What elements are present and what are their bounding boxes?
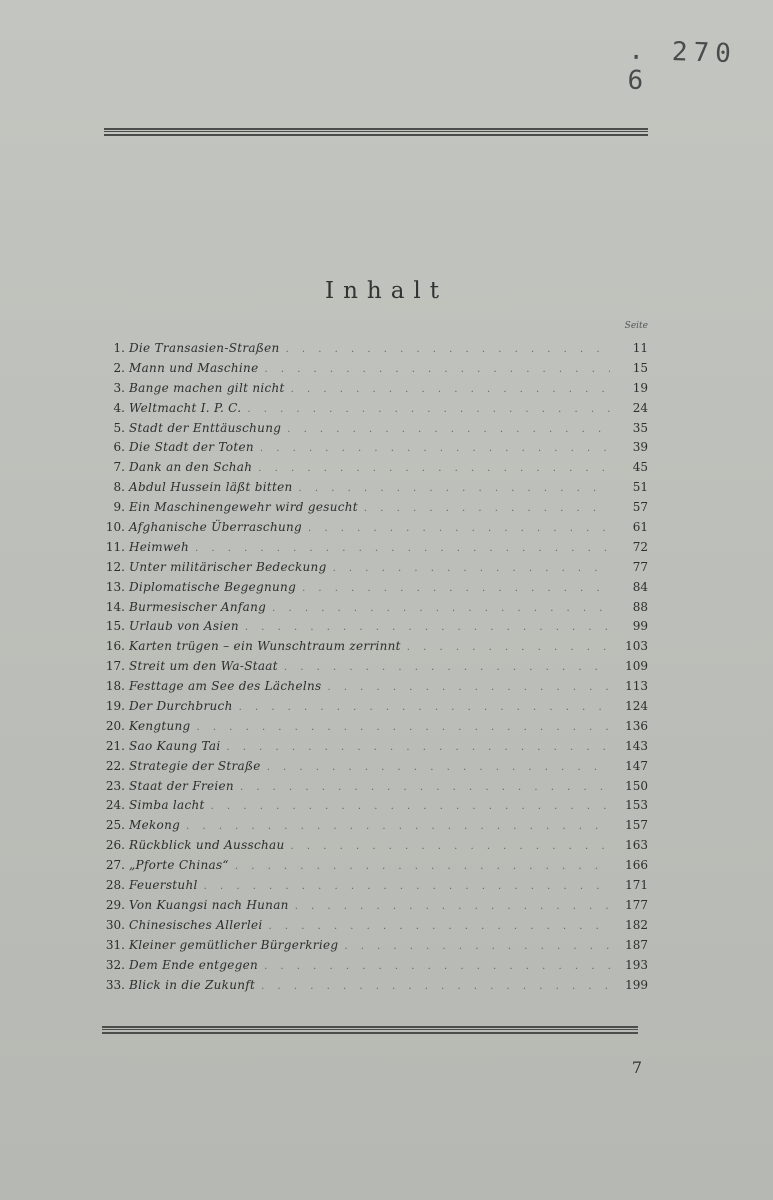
toc-entry-title: Kengtung	[129, 718, 191, 733]
dot-leader	[267, 758, 610, 778]
toc-entry-title: Chinesisches Allerlei	[129, 917, 263, 932]
toc-entry	[100, 617, 648, 637]
dot-leader	[211, 797, 610, 817]
toc-entry	[100, 657, 648, 677]
toc-entry	[100, 856, 648, 876]
toc-entry-title: Mekong	[129, 818, 181, 833]
dot-leader	[286, 340, 610, 360]
toc-entry	[100, 518, 648, 538]
toc-entry-title: Blick in die Zukunft	[129, 977, 256, 992]
toc-entry	[100, 478, 648, 498]
toc-entry-number: 5.	[113, 420, 125, 435]
toc-entry-page: 113	[625, 679, 648, 694]
toc-entry-number: 2.	[113, 360, 125, 375]
toc-entry-page: 15	[632, 360, 648, 375]
toc-entry-number: 6.	[113, 440, 125, 455]
dot-leader	[261, 977, 610, 997]
toc-entry-title: Die Transasien-Straßen	[129, 341, 280, 355]
toc-entry-title: Burmesischer Anfang	[129, 599, 267, 614]
dot-leader	[186, 817, 610, 837]
toc-entry-page: 35	[632, 420, 648, 435]
toc-entry-number: 4.	[113, 400, 125, 415]
dot-leader	[333, 559, 610, 579]
toc-entry-number: 14.	[105, 599, 125, 614]
dot-leader	[284, 658, 610, 678]
toc-entry-page: 136	[625, 718, 648, 733]
toc-entry-page: 84	[632, 579, 648, 594]
toc-entry-number: 16.	[105, 639, 125, 654]
dot-leader	[226, 738, 610, 758]
toc-entry-number: 26.	[105, 838, 125, 853]
dot-leader	[260, 439, 610, 459]
toc-entry-title: Der Durchbruch	[129, 699, 233, 714]
dot-leader	[204, 877, 610, 897]
catalog-stamp: . 270 6	[626, 35, 738, 97]
toc-entry-number: 17.	[105, 659, 125, 674]
toc-entry	[100, 836, 648, 856]
toc-entry-page: 193	[625, 957, 648, 972]
dot-leader	[364, 499, 610, 519]
dot-leader	[264, 360, 610, 380]
toc-entry-number: 21.	[105, 738, 125, 753]
toc-entry-number: 28.	[105, 878, 125, 893]
toc-entry-page: 157	[625, 818, 648, 833]
toc-entry-title: Festtage am See des Lächelns	[129, 679, 322, 694]
toc-entry	[100, 717, 648, 737]
toc-entry-page: 109	[625, 659, 648, 674]
dot-leader	[239, 698, 610, 718]
toc-entry-number: 13.	[105, 579, 125, 594]
toc-entry-title: Stadt der Enttäuschung	[129, 420, 282, 435]
dot-leader	[407, 638, 610, 658]
dot-leader	[308, 519, 610, 539]
toc-entry-page: 171	[625, 878, 648, 893]
toc-entry-number: 15.	[105, 619, 125, 634]
dot-leader	[327, 678, 610, 698]
toc-entry-number: 24.	[105, 798, 125, 813]
page-number: 7	[631, 1058, 642, 1077]
toc-entry	[100, 458, 648, 478]
toc-entry-title: Die Stadt der Toten	[129, 440, 254, 455]
toc-entry-number: 3.	[113, 380, 125, 395]
toc-entry	[100, 757, 648, 777]
toc-entry-number: 11.	[105, 539, 125, 554]
toc-entry	[100, 379, 648, 399]
toc-entry-page: 150	[625, 778, 648, 793]
dot-leader	[302, 579, 610, 599]
dot-leader	[269, 917, 610, 937]
toc-entry-number: 9.	[113, 500, 125, 515]
toc-entry-page: 177	[625, 897, 648, 912]
toc-entry-number: 30.	[105, 917, 125, 932]
dot-leader	[272, 599, 610, 619]
toc-entry-title: Urlaub von Asien	[129, 619, 239, 634]
toc-entry-page: 39	[632, 440, 648, 455]
toc-entry-number: 29.	[105, 897, 125, 912]
toc-entry-number: 10.	[105, 520, 125, 535]
dot-leader	[197, 718, 610, 738]
toc-entry-page: 99	[632, 619, 648, 634]
toc-entry-number: 8.	[113, 480, 125, 495]
toc-entry-title: Ein Maschinengewehr wird gesucht	[129, 500, 358, 515]
toc-entry-title: Von Kuangsi nach Hunan	[129, 897, 289, 912]
toc-entry	[100, 359, 648, 379]
dot-leader	[291, 837, 610, 857]
toc-entry-number: 31.	[105, 937, 125, 952]
toc-entry	[100, 936, 648, 956]
toc-entry-number: 19.	[105, 699, 125, 714]
toc-entry-number: 33.	[105, 977, 125, 992]
dot-leader	[240, 778, 610, 798]
toc-entry-page: 45	[632, 460, 648, 475]
toc-entry	[100, 876, 648, 896]
toc-entry	[100, 558, 648, 578]
toc-entry	[100, 538, 648, 558]
toc-entry-page: 11	[632, 341, 648, 355]
table-of-contents	[100, 339, 648, 995]
toc-entry-title: Afghanische Überraschung	[129, 520, 303, 535]
toc-entry-page: 77	[632, 559, 648, 574]
toc-entry-title: Heimweh	[129, 539, 189, 554]
toc-entry-number: 12.	[105, 559, 125, 574]
toc-entry-title: Streit um den Wa-Staat	[129, 659, 278, 674]
toc-entry-page: 199	[625, 977, 648, 992]
toc-entry-title: „Pforte Chinas“	[129, 858, 229, 873]
toc-entry	[100, 677, 648, 697]
toc-entry-title: Karten trügen – ein Wunschtraum zerrinnt	[129, 639, 401, 654]
dot-leader	[195, 539, 610, 559]
toc-entry-page: 163	[625, 838, 648, 853]
dot-leader	[344, 937, 610, 957]
toc-entry	[100, 578, 648, 598]
toc-entry	[100, 976, 648, 996]
toc-entry-title: Staat der Freien	[129, 778, 234, 793]
toc-entry	[100, 498, 648, 518]
toc-entry-title: Bange machen gilt nicht	[129, 380, 285, 395]
toc-entry	[100, 777, 648, 797]
page-title: Inhalt	[324, 278, 449, 304]
toc-entry	[100, 956, 648, 976]
toc-entry-title: Abdul Hussein läßt bitten	[129, 480, 293, 495]
toc-entry-title: Dank an den Schah	[129, 460, 253, 475]
toc-entry-title: Unter militärischer Bedeckung	[129, 559, 327, 574]
dot-leader	[235, 857, 610, 877]
toc-entry-title: Strategie der Straße	[129, 758, 261, 773]
toc-entry-title: Feuerstuhl	[129, 878, 198, 893]
toc-entry-number: 32.	[105, 957, 125, 972]
toc-entry-page: 166	[625, 858, 648, 873]
toc-entry-title: Rückblick und Ausschau	[129, 838, 285, 853]
dot-leader	[258, 459, 610, 479]
dot-leader	[299, 479, 610, 499]
dot-leader	[287, 420, 610, 440]
toc-entry-title: Weltmacht I. P. C.	[129, 400, 242, 415]
top-rule	[104, 128, 648, 136]
toc-entry	[100, 796, 648, 816]
toc-entry-number: 27.	[105, 858, 125, 873]
toc-entry	[100, 438, 648, 458]
toc-entry-page: 72	[632, 539, 648, 554]
toc-entry-title: Dem Ende entgegen	[129, 957, 259, 972]
toc-entry	[100, 697, 648, 717]
toc-entry-number: 25.	[105, 818, 125, 833]
dot-leader	[295, 897, 610, 917]
toc-entry-page: 147	[625, 758, 648, 773]
toc-entry-number: 20.	[105, 718, 125, 733]
toc-entry	[100, 637, 648, 657]
toc-entry-title: Mann und Maschine	[129, 360, 259, 375]
toc-entry-page: 103	[625, 639, 648, 654]
dot-leader	[247, 400, 610, 420]
toc-entry-page: 88	[632, 599, 648, 614]
toc-entry-title: Diplomatische Begegnung	[129, 579, 297, 594]
toc-entry	[100, 816, 648, 836]
dot-leader	[291, 380, 610, 400]
toc-entry-number: 1.	[113, 341, 125, 355]
toc-entry-page: 143	[625, 738, 648, 753]
toc-entry-title: Kleiner gemütlicher Bürgerkrieg	[129, 937, 339, 952]
toc-entry	[100, 916, 648, 936]
toc-entry-page: 19	[632, 380, 648, 395]
bottom-rule	[102, 1026, 638, 1034]
dot-leader	[245, 618, 610, 638]
toc-entry	[100, 737, 648, 757]
toc-entry-page: 57	[632, 500, 648, 515]
toc-entry-title: Simba lacht	[129, 798, 205, 813]
toc-entry-number: 7.	[113, 460, 125, 475]
toc-entry	[100, 339, 648, 359]
toc-entry-page: 182	[625, 917, 648, 932]
toc-entry-page: 187	[625, 937, 648, 952]
toc-entry-page: 124	[625, 699, 648, 714]
toc-entry	[100, 419, 648, 439]
toc-entry	[100, 399, 648, 419]
toc-entry-number: 18.	[105, 679, 125, 694]
dot-leader	[264, 957, 610, 977]
toc-entry-page: 61	[632, 520, 648, 535]
toc-entry	[100, 598, 648, 618]
toc-entry-number: 23.	[105, 778, 125, 793]
toc-entry-page: 153	[625, 798, 648, 813]
page-column-label: Seite	[624, 321, 648, 331]
toc-entry-title: Sao Kaung Tai	[129, 738, 221, 753]
toc-entry-page: 51	[632, 480, 648, 495]
toc-entry-page: 24	[632, 400, 648, 415]
toc-entry	[100, 896, 648, 916]
toc-entry-number: 22.	[105, 758, 125, 773]
